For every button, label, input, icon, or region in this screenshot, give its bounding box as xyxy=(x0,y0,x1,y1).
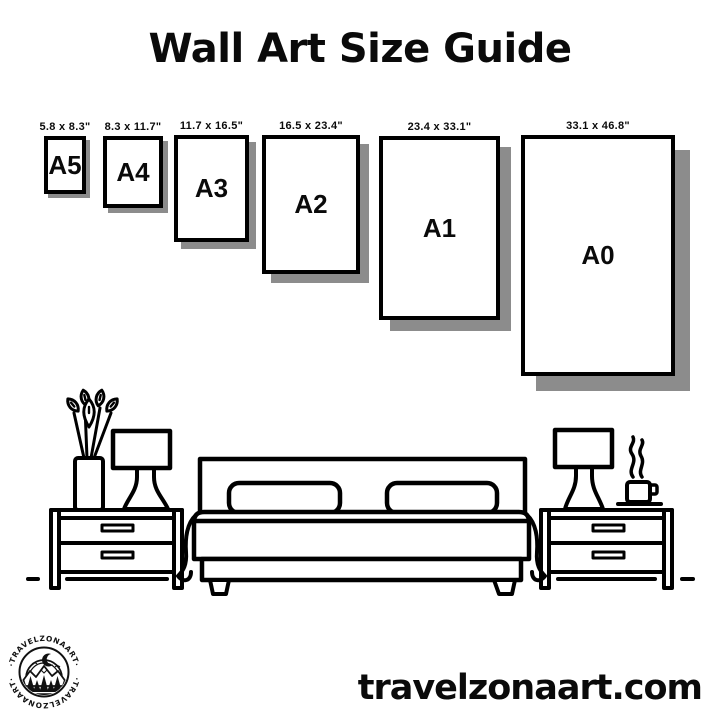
logo-text-top: ·TRAVELZONAART· xyxy=(6,633,82,668)
size-code-label: A0 xyxy=(581,240,615,270)
size-code-label: A1 xyxy=(422,212,457,243)
right-table-lamp xyxy=(555,430,612,509)
pillow-right xyxy=(387,483,497,513)
steam-line xyxy=(630,437,633,477)
bed-foot-right xyxy=(494,580,515,594)
size-dimension-label: 16.5 x 23.4" xyxy=(279,120,343,132)
bed-base xyxy=(202,559,521,580)
bedroom-illustration xyxy=(0,380,720,605)
size-code-label: A5 xyxy=(48,149,82,180)
size-dimension-label: 8.3 x 11.7" xyxy=(104,121,162,133)
leaf xyxy=(104,396,120,413)
website-url: travelzonaart.com xyxy=(357,668,702,708)
bed-foot-left xyxy=(210,580,229,594)
left-nightstand xyxy=(51,510,182,588)
size-code-label: A2 xyxy=(294,189,328,219)
size-frame-a1 xyxy=(379,121,500,320)
size-code-label: A4 xyxy=(116,156,150,187)
coffee-cup xyxy=(618,437,661,504)
leaf xyxy=(95,389,106,406)
steam-line xyxy=(640,440,643,477)
lamp-shade xyxy=(555,430,612,467)
size-dimension-label: 23.4 x 33.1" xyxy=(407,121,472,133)
left-table-lamp xyxy=(113,431,170,509)
size-frame-a3 xyxy=(174,120,249,242)
leaf xyxy=(65,396,81,413)
leaf-center xyxy=(84,399,95,427)
vase xyxy=(75,458,103,510)
pillow-left xyxy=(229,483,340,513)
size-code-label: A3 xyxy=(194,173,229,203)
brand-logo xyxy=(6,628,86,714)
size-frame-a5 xyxy=(39,121,91,194)
size-frame-a4 xyxy=(103,121,163,208)
size-frame-a2 xyxy=(262,120,360,274)
size-dimension-label: 33.1 x 46.8" xyxy=(566,120,630,132)
cup-body xyxy=(627,482,650,502)
lamp-base xyxy=(124,468,168,509)
logo-text-bottom: ·TRAVELZONAART· xyxy=(6,676,82,711)
lamp-shade xyxy=(113,431,170,468)
lamp-base xyxy=(565,467,603,509)
size-dimension-label: 11.7 x 16.5" xyxy=(179,120,244,132)
right-nightstand xyxy=(541,510,672,588)
page-title: Wall Art Size Guide xyxy=(148,26,572,72)
size-dimension-label: 5.8 x 8.3" xyxy=(39,121,91,133)
bed xyxy=(178,459,545,594)
size-frame-a0 xyxy=(521,120,675,376)
